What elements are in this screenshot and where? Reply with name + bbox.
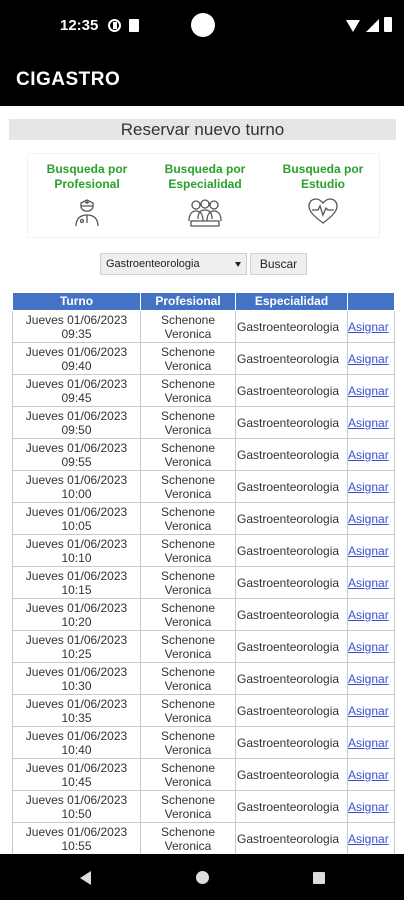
cell-turno: Jueves 01/06/2023 09:35	[13, 311, 141, 343]
assign-link[interactable]: Asignar	[348, 511, 389, 526]
table-row	[13, 791, 395, 823]
search-options-card	[27, 153, 380, 238]
app-title: CIGASTRO	[16, 69, 121, 90]
table-row	[13, 567, 395, 599]
search-by-professional-button[interactable]	[28, 154, 146, 238]
cell-profesional: Schenone Veronica	[141, 311, 236, 343]
table-row	[13, 631, 395, 663]
cell-turno: Jueves 01/06/2023 10:30	[13, 663, 141, 695]
specialty-select-value: Gastroenteorologia	[106, 258, 200, 270]
table-row	[13, 695, 395, 727]
table-row	[13, 823, 395, 855]
cell-profesional: Schenone Veronica	[141, 503, 236, 535]
cell-turno: Jueves 01/06/2023 10:10	[13, 535, 141, 567]
table-row	[13, 343, 395, 375]
cell-action	[348, 407, 395, 439]
cell-turno: Jueves 01/06/2023 09:40	[13, 343, 141, 375]
search-option-label: Busqueda por Estudio	[282, 162, 364, 191]
status-time: 12:35	[60, 17, 99, 34]
cell-especialidad: Gastroenteorologia	[236, 567, 348, 599]
search-option-label: Busqueda por Profesional	[46, 162, 128, 191]
navigation-bar	[0, 854, 404, 900]
cell-profesional: Schenone Veronica	[141, 567, 236, 599]
cell-turno: Jueves 01/06/2023 09:45	[13, 375, 141, 407]
data-saver-icon	[108, 19, 121, 32]
cell-profesional: Schenone Veronica	[141, 343, 236, 375]
assign-link[interactable]: Asignar	[348, 351, 389, 366]
table-row	[13, 471, 395, 503]
cell-action	[348, 727, 395, 759]
assign-link[interactable]: Asignar	[348, 735, 389, 750]
battery-icon	[384, 17, 392, 32]
cell-especialidad: Gastroenteorologia	[236, 791, 348, 823]
table-row	[13, 599, 395, 631]
cell-especialidad: Gastroenteorologia	[236, 503, 348, 535]
cell-turno: Jueves 01/06/2023 10:25	[13, 631, 141, 663]
camera-cutout	[191, 13, 215, 37]
cell-especialidad: Gastroenteorologia	[236, 823, 348, 855]
table-row	[13, 311, 395, 343]
page-title: Reservar nuevo turno	[9, 119, 396, 140]
cell-action	[348, 503, 395, 535]
cell-action	[348, 343, 395, 375]
chevron-down-icon	[235, 262, 241, 267]
assign-link[interactable]: Asignar	[348, 831, 389, 846]
app-bar	[0, 50, 404, 106]
cell-turno: Jueves 01/06/2023 10:45	[13, 759, 141, 791]
cell-especialidad: Gastroenteorologia	[236, 407, 348, 439]
cell-especialidad: Gastroenteorologia	[236, 727, 348, 759]
home-icon[interactable]	[196, 871, 209, 884]
cell-action	[348, 599, 395, 631]
cell-especialidad: Gastroenteorologia	[236, 535, 348, 567]
cell-profesional: Schenone Veronica	[141, 535, 236, 567]
table-row	[13, 535, 395, 567]
appointments-table	[12, 292, 395, 854]
cell-turno: Jueves 01/06/2023 10:15	[13, 567, 141, 599]
main-content	[0, 106, 404, 854]
assign-link[interactable]: Asignar	[348, 575, 389, 590]
cell-action	[348, 375, 395, 407]
cell-profesional: Schenone Veronica	[141, 599, 236, 631]
wifi-icon	[346, 20, 360, 32]
back-icon[interactable]	[80, 871, 91, 885]
cell-especialidad: Gastroenteorologia	[236, 599, 348, 631]
cell-profesional: Schenone Veronica	[141, 663, 236, 695]
doctor-icon	[73, 197, 101, 227]
group-icon	[188, 197, 222, 227]
specialty-select[interactable]	[100, 253, 247, 275]
cell-action	[348, 439, 395, 471]
assign-link[interactable]: Asignar	[348, 671, 389, 686]
cell-turno: Jueves 01/06/2023 10:05	[13, 503, 141, 535]
heart-pulse-icon	[307, 197, 339, 225]
cell-turno: Jueves 01/06/2023 10:40	[13, 727, 141, 759]
assign-link[interactable]: Asignar	[348, 415, 389, 430]
cell-profesional: Schenone Veronica	[141, 791, 236, 823]
cell-profesional: Schenone Veronica	[141, 407, 236, 439]
table-row	[13, 727, 395, 759]
cell-turno: Jueves 01/06/2023 10:20	[13, 599, 141, 631]
cell-turno: Jueves 01/06/2023 10:35	[13, 695, 141, 727]
search-by-study-button[interactable]	[264, 154, 382, 238]
cell-turno: Jueves 01/06/2023 09:50	[13, 407, 141, 439]
cell-profesional: Schenone Veronica	[141, 631, 236, 663]
assign-link[interactable]: Asignar	[348, 319, 389, 334]
cell-profesional: Schenone Veronica	[141, 759, 236, 791]
cell-especialidad: Gastroenteorologia	[236, 631, 348, 663]
cell-action	[348, 631, 395, 663]
table-row	[13, 759, 395, 791]
assign-link[interactable]: Asignar	[348, 639, 389, 654]
assign-link[interactable]: Asignar	[348, 607, 389, 622]
appointments-table-wrapper	[12, 292, 394, 854]
cell-especialidad: Gastroenteorologia	[236, 471, 348, 503]
cell-action	[348, 567, 395, 599]
cell-action	[348, 791, 395, 823]
cell-profesional: Schenone Veronica	[141, 375, 236, 407]
column-header-especialidad: Especialidad	[236, 293, 348, 311]
table-row	[13, 439, 395, 471]
column-header-action	[348, 293, 395, 311]
assign-link[interactable]: Asignar	[348, 479, 389, 494]
cell-especialidad: Gastroenteorologia	[236, 759, 348, 791]
cell-action	[348, 311, 395, 343]
column-header-profesional: Profesional	[141, 293, 236, 311]
cell-action	[348, 759, 395, 791]
assign-link[interactable]: Asignar	[348, 767, 389, 782]
assign-link[interactable]: Asignar	[348, 799, 389, 814]
table-row	[13, 503, 395, 535]
cell-profesional: Schenone Veronica	[141, 695, 236, 727]
cell-especialidad: Gastroenteorologia	[236, 375, 348, 407]
signal-icon	[366, 19, 379, 32]
table-row	[13, 407, 395, 439]
status-bar	[0, 0, 404, 50]
cell-action	[348, 535, 395, 567]
cell-profesional: Schenone Veronica	[141, 471, 236, 503]
cell-especialidad: Gastroenteorologia	[236, 343, 348, 375]
assign-link[interactable]: Asignar	[348, 447, 389, 462]
cell-profesional: Schenone Veronica	[141, 727, 236, 759]
cell-profesional: Schenone Veronica	[141, 823, 236, 855]
cell-especialidad: Gastroenteorologia	[236, 663, 348, 695]
search-by-specialty-button[interactable]	[146, 154, 264, 238]
search-button[interactable]: Buscar	[250, 253, 307, 275]
assign-link[interactable]: Asignar	[348, 543, 389, 558]
table-row	[13, 663, 395, 695]
cell-action	[348, 471, 395, 503]
cell-turno: Jueves 01/06/2023 10:00	[13, 471, 141, 503]
cell-action	[348, 823, 395, 855]
table-row	[13, 375, 395, 407]
table-header-row	[13, 293, 395, 311]
cell-action	[348, 663, 395, 695]
cell-profesional: Schenone Veronica	[141, 439, 236, 471]
column-header-turno: Turno	[13, 293, 141, 311]
cell-turno: Jueves 01/06/2023 10:55	[13, 823, 141, 855]
cell-turno: Jueves 01/06/2023 10:50	[13, 791, 141, 823]
assign-link[interactable]: Asignar	[348, 383, 389, 398]
cell-especialidad: Gastroenteorologia	[236, 695, 348, 727]
cell-turno: Jueves 01/06/2023 09:55	[13, 439, 141, 471]
search-option-label: Busqueda por Especialidad	[164, 162, 246, 191]
sim-card-icon	[129, 19, 139, 32]
assign-link[interactable]: Asignar	[348, 703, 389, 718]
cell-especialidad: Gastroenteorologia	[236, 439, 348, 471]
cell-action	[348, 695, 395, 727]
recent-apps-icon[interactable]	[313, 872, 325, 884]
cell-especialidad: Gastroenteorologia	[236, 311, 348, 343]
